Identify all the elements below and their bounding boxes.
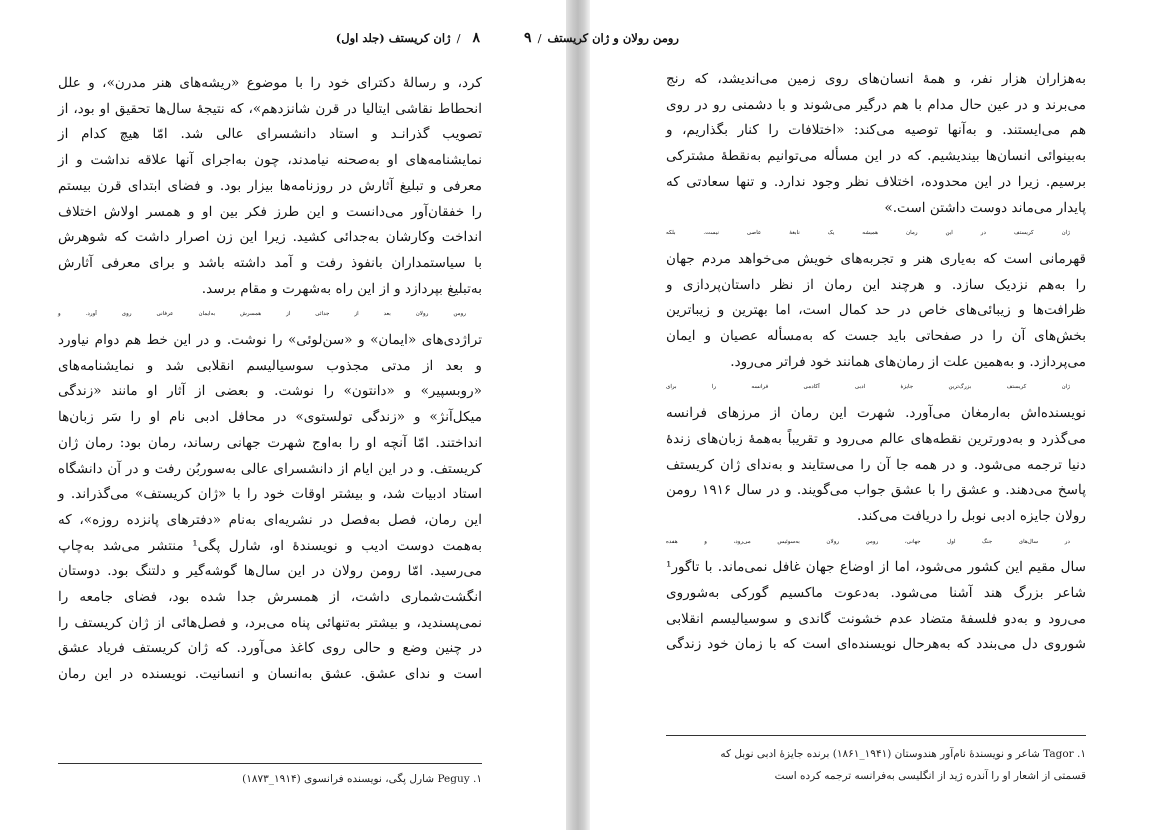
text-line: برسیم. زیرا در این محدوده، اختلاف نظر وجود ندارد. و تنها سعادتی که	[666, 173, 1086, 190]
right-header-separator: /	[537, 31, 542, 45]
text-line: شوروی دل می‌بندد که به‌هرحال نویسنده‌ای است که با زمان خود زندگی	[666, 636, 1086, 653]
text-line: هم می‌ایستند. و به‌آنها توصیه می‌کند: «اختلافات را کنار بگذاریم، و	[666, 122, 1086, 139]
text-line: تراژدی‌های «ایمان» و «سن‌لوئی» را نوشت. و در این خط هم دوام نیاورد	[58, 332, 482, 349]
text-line: را خفقان‌آور می‌دانست و این طرز فکر بین او و همسر اولاش اختلاف	[58, 203, 482, 220]
left-footnote	[58, 768, 482, 790]
right-page-body	[666, 67, 1086, 658]
text-line: کریستف. و در این ایام از دانشسرای عالی به‌سوربُن رفت و در آن دانشگاه	[58, 460, 482, 477]
text-line: قهرمانی است که به‌یاری هنر و تجربه‌های خویش می‌خواهد مردم جهان	[666, 250, 1086, 267]
text-line: ژان کریستف در این رمان همیشه یک نابغهٔ عاصی نیست. بلکه	[666, 230, 1070, 237]
text-line: به‌همت دوست ادیب و نویسندهٔ او، شارل پگی¹ منتشر می‌شد به‌چاپ	[58, 537, 482, 554]
text-line: می‌گذرد و به‌دورترین نقطه‌های عالم می‌رود و تقریباً به‌همهٔ زبان‌های زندهٔ	[666, 430, 1086, 447]
text-line: میکل‌آنژ» و «زندگی تولستوی» در محافل ادبی نام او را سَر زبان‌ها	[58, 409, 482, 426]
text-line: رومن رولان بعد از جدائی از همسرش به‌ایمان عرفانی روی آورد. و	[58, 311, 466, 318]
text-line: سال مقیم این کشور می‌شود، اما از اوضاع جهان غافل نمی‌ماند. با تاگور¹	[666, 559, 1086, 576]
text-line: شاعر بزرگ هند آشنا می‌شود. به‌دعوت ماکسیم گورکی به‌شوروی	[666, 585, 1086, 602]
left-header-separator: /	[456, 31, 461, 45]
text-line: انداختند. امّا آنچه او را به‌اوج شهرت جهانی رساند، رمان بود: رمان ژان	[58, 434, 482, 451]
right-page-number: ۹	[524, 30, 532, 46]
text-line: انگشت‌شماری داشت، از همسرش جدا شده بود، فضای جامعه را	[58, 589, 482, 606]
text-line: به‌تبلیغ بپردازد و از این راه به‌شهرت و مقام برسد.	[201, 280, 482, 297]
footnote-line: ۱. Peguy شارل پگی، نویسنده فرانسوی (۱۹۱۴_۱۸۷۳)	[242, 773, 482, 785]
left-footnote-rule	[58, 763, 482, 764]
text-line: به‌هزاران هزار نفر، و همهٔ انسان‌های روی زمین می‌اندیشد، که رنج	[666, 71, 1086, 87]
right-footnote-rule	[666, 735, 1086, 736]
text-line: در چنین وضع و حالی روی کاغذ می‌آورد. که ژان کریستف فریاد عشق	[58, 640, 482, 657]
text-line: انحطاط نقاشی ایتالیا در قرن شانزدهم»، که نتیجهٔ سال‌ها تحقیق او بود، از	[58, 100, 482, 117]
left-page-number: ۸	[472, 30, 480, 46]
text-line: با سیاستمداران بانفوذ رفت و آمد داشته باشد و برای معرفی آثارش	[58, 254, 482, 271]
footnote-line: ۱. Tagor شاعر و نویسندهٔ نام‌آور هندوستان (۱۹۴۱_۱۸۶۱) برنده جایزهٔ ادبی نوبل که	[720, 748, 1086, 760]
right-footnote	[666, 743, 1086, 787]
text-line: انداخت وکارشان به‌جدائی کشید. زیرا این زن اصرار داشت که شوهرش	[58, 229, 482, 246]
text-line: پایدار می‌ماند دوست داشتن است.»	[884, 199, 1086, 216]
text-line: رولان جایزه ادبی نوبل را دریافت می‌کند.	[857, 507, 1086, 524]
text-line: را به‌هم نزدیک سازد. و هرچند این رمان از نظر داستان‌پردازی و	[666, 276, 1086, 293]
text-line: در سال‌های جنگ اول جهانی، رومن رولان به‌سوئیس می‌رود، و هفده	[666, 538, 1070, 545]
text-line: می‌رسید. امّا رومن رولان در این سال‌ها گوشه‌گیر و دلتنگ بود. دوستان	[58, 563, 482, 580]
text-line: این رمان، فصل به‌فصل در نشریه‌ای به‌نام «دفترهای پانزده روزه»، که	[58, 511, 482, 528]
text-line: پاسخ می‌دهند. و عشق را با عشق جواب می‌گویند. و در سال ۱۹۱۶ رومن	[666, 482, 1086, 499]
book-gutter	[566, 0, 590, 830]
left-running-title: ژان کریستف (جلد اول)	[335, 31, 451, 45]
text-line: تصویب گذرانـد و استاد دانشسرای عالی شد. امّا هیچ کدام از	[58, 126, 482, 143]
text-line: به‌بینوائی انسان‌ها بیندیشیم. که در این مسأله می‌توانیم به‌نقطهٔ مشترکی	[666, 148, 1086, 165]
text-line: «روبسپیر» و «دانتون» را نوشت. و بعضی از آثار او مانند «زندگی	[58, 383, 482, 400]
left-page-header	[336, 30, 480, 52]
text-line: معرفی و تبلیغ آثارش در روزنامه‌ها بیزار بود. و فضای ابتدای قرن بیستم	[58, 177, 482, 194]
text-line: نمی‌پسندید، و بیشتر به‌تنهائی پناه می‌برد، و فصل‌هائی از ژان کریستف را	[58, 614, 482, 631]
footnote-line: قسمتی از اشعار او را آندره ژید از انگلیسی به‌فرانسه ترجمه کرده است	[774, 770, 1086, 782]
text-line: بخش‌های آن را در صفحاتی باید جست که به‌مسأله عصیان و ایمان	[666, 328, 1086, 345]
right-page	[524, 0, 1151, 830]
text-line: استاد ادبیات شد، و بیشتر اوقات خود را با «ژان کریستف» می‌گذراند. و	[58, 486, 482, 503]
text-line: ژان کریستف بزرگ‌ترین جایزهٔ ادبی آکادمی فرانسه را برای	[666, 384, 1070, 391]
text-line: می‌رود و به‌دو فلسفهٔ متضاد عدم خشونت گاندی و سوسیالیسم انقلابی	[666, 610, 1086, 627]
right-running-title: رومن رولان و ژان کریستف	[547, 31, 679, 45]
text-line: نمایشنامه‌های او به‌صحنه نیامدند، چون به‌اجرای آنها علاقه نداشت و از	[58, 152, 482, 169]
text-line: کرد، و رسالهٔ دکترای خود را با موضوع «ریشه‌های هنر مدرن»، و علل	[58, 75, 482, 91]
text-line: می‌پردازد. و به‌همین علت از رمان‌های همانند خود فراتر می‌رود.	[730, 353, 1086, 370]
text-line: است و ندای عشق. عشق به‌انسان و انسانیت. نویسنده در این رمان	[58, 666, 482, 683]
text-line: ظرافت‌ها و زیبائی‌های خاص در حد کمال است، اما بهترین و زیباترین	[666, 302, 1086, 319]
text-line: و بعد از مدتی مجذوب سوسیالیسم انقلابی شد و نمایشنامه‌های	[58, 357, 482, 374]
left-page	[0, 0, 566, 830]
left-page-body	[58, 71, 482, 688]
text-line: نویسنده‌اش به‌ارمغان می‌آورد. شهرت این رمان از مرزهای فرانسه	[666, 405, 1086, 422]
right-page-header	[518, 30, 679, 52]
text-line: می‌برند و در عین حال مدام با هم درگیر می‌شوند و با دشمنی رو در روی	[666, 96, 1086, 113]
text-line: دنیا ترجمه می‌شود. و در همه جا آن را می‌ستایند و به‌ندای ژان کریستف	[666, 456, 1086, 473]
